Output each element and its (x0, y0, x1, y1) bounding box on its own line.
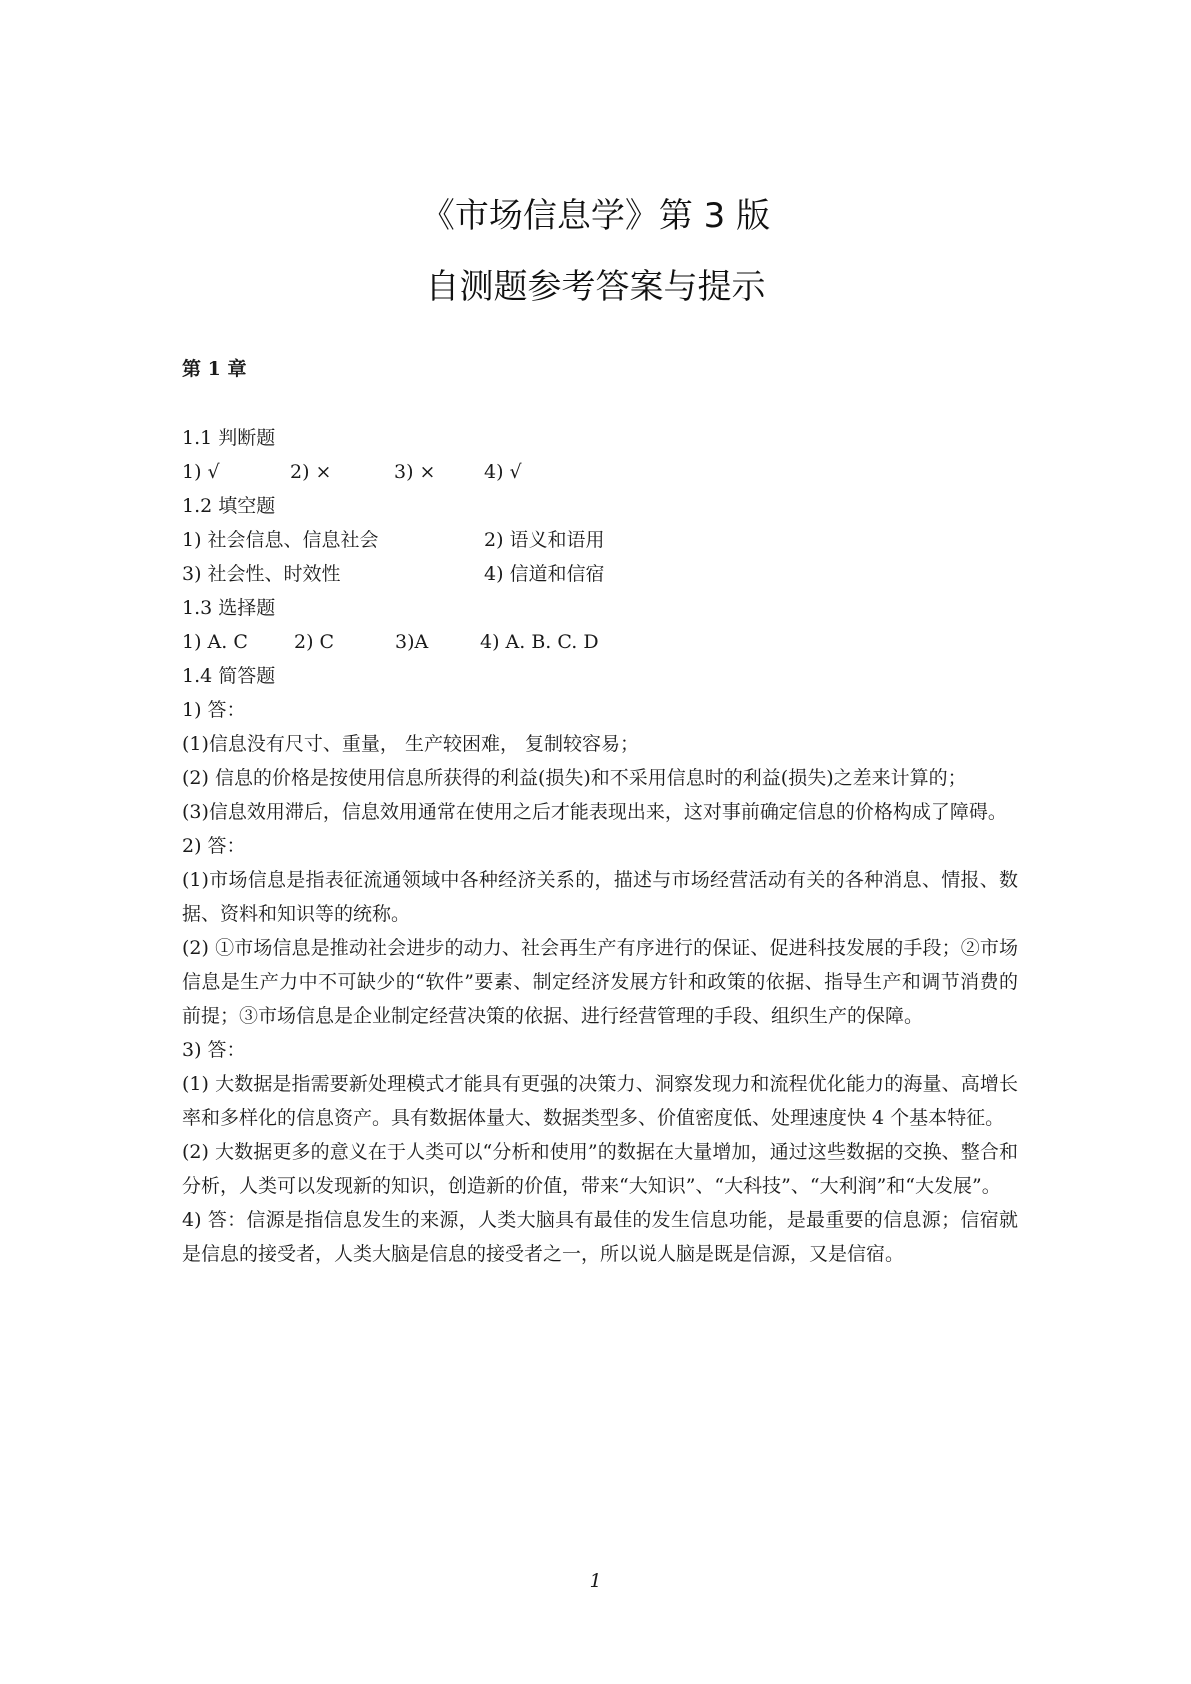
judge-answer: 4) √ (484, 461, 522, 483)
answer-paragraph: (2) 信息的价格是按使用信息所获得的利益(损失)和不采用信息时的利益(损失)之差来计算的； (182, 767, 967, 789)
answer-paragraph: (3)信息效用滞后，信息效用通常在使用之后才能表现出来，这对事前确定信息的价格构成了障碍。 (182, 801, 1007, 823)
document-title: 《市场信息学》第 3 版 (420, 196, 771, 236)
answer-paragraph: (1)市场信息是指表征流通领域中各种经济关系的，描述与市场经营活动有关的各种消息、情报、数据、资料和知识等的统称。 (182, 869, 1018, 925)
answer-paragraph: 4) 答：信源是指信息发生的来源，人类大脑具有最佳的发生信息功能，是最重要的信息源；信宿就是信息的接受者，人类大脑是信息的接受者之一，所以说人脑是既是信源，又是信宿。 (182, 1209, 1018, 1265)
fill-answers-row (182, 523, 1018, 557)
fill-answer: 2) 语义和语用 (484, 529, 605, 551)
section-heading-choice: 1.3 选择题 (182, 597, 276, 619)
document-subtitle: 自测题参考答案与提示 (425, 267, 766, 307)
section-heading-short: 1.4 简答题 (182, 665, 276, 687)
choice-answer: 1) A. C (182, 631, 248, 653)
fill-answers-row (182, 557, 1018, 591)
answer-paragraph: (2) ①市场信息是推动社会进步的动力、社会再生产有序进行的保证、促进科技发展的手段；②市场信息是生产力中不可缺少的“软件”要素、制定经济发展方针和政策的依据、指导生产和调节消费的前提；③市场信息是企业制定经营决策的依据、进行经营管理的手段、组织生产的保障。 (182, 937, 1018, 1027)
section-heading-judge: 1.1 判断题 (182, 427, 276, 449)
fill-answer: 1) 社会信息、信息社会 (182, 529, 379, 551)
answer-paragraph: (1)信息没有尺寸、重量， 生产较困难， 复制较容易； (182, 733, 639, 755)
answer-paragraph: (1) 大数据是指需要新处理模式才能具有更强的决策力、洞察发现力和流程优化能力的海量、高增长率和多样化的信息资产。具有数据体量大、数据类型多、价值密度低、处理速度快 4 个基本特征。 (182, 1073, 1018, 1129)
fill-answer: 3) 社会性、时效性 (182, 563, 341, 585)
judge-answer: 1) √ (182, 461, 220, 483)
judge-answers (182, 455, 1018, 489)
fill-answer: 4) 信道和信宿 (484, 563, 605, 585)
choice-answer: 3)A (395, 631, 429, 653)
answer-label: 2) 答： (182, 835, 246, 857)
choice-answer: 2) C (294, 631, 335, 653)
answer-label: 1) 答： (182, 699, 246, 721)
choice-answers (182, 625, 1018, 659)
choice-answer: 4) A. B. C. D (480, 631, 599, 653)
section-heading-fill: 1.2 填空题 (182, 495, 276, 517)
chapter-heading: 第 1 章 (182, 358, 247, 380)
judge-answer: 2) × (290, 461, 332, 483)
answer-label: 3) 答： (182, 1039, 246, 1061)
chapter-content (182, 421, 1018, 1271)
judge-answer: 3) × (394, 461, 436, 483)
page-number: 1 (589, 1570, 602, 1592)
answer-paragraph: (2) 大数据更多的意义在于人类可以“分析和使用”的数据在大量增加，通过这些数据的交换、整合和分析，人类可以发现新的知识，创造新的价值，带来“大知识”、“大科技”、“大利润”和“大发展”。 (182, 1141, 1018, 1197)
